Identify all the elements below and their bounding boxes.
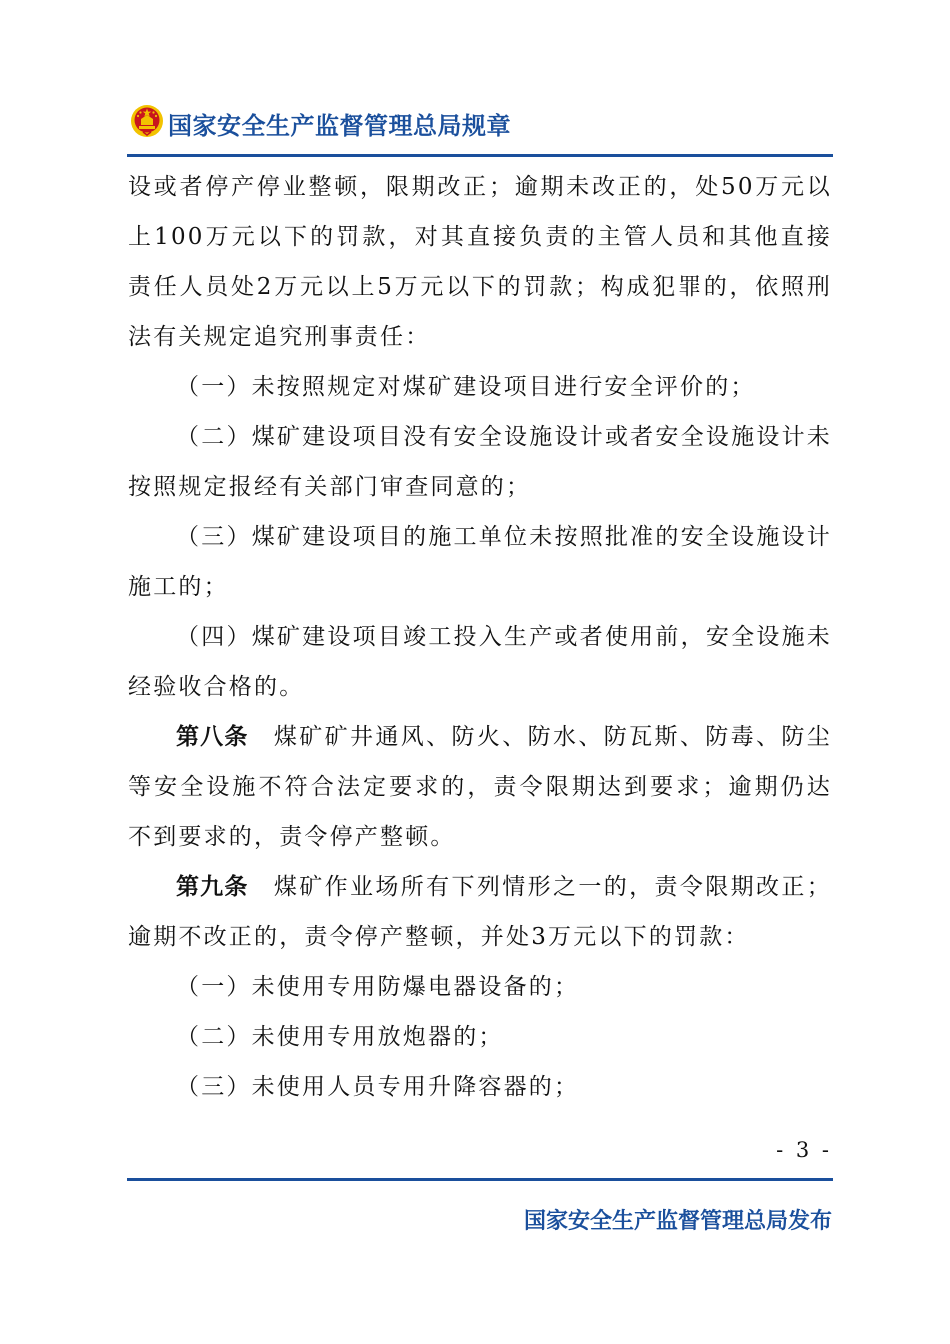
paragraph-text: 煤矿作业场所有下列情形之一的，责令限期改正；逾期不改正的，责令停产整顿，并处3万元以下的罚款： — [128, 874, 832, 950]
header-divider — [127, 154, 833, 157]
paragraph — [128, 1062, 832, 1112]
paragraph-text: （三）煤矿建设项目的施工单位未按照批准的安全设施设计施工的； — [128, 524, 832, 600]
paragraph-text: 设或者停产停业整顿，限期改正；逾期未改正的，处50万元以上100万元以下的罚款，对其直接负责的主管人员和其他直接责任人员处2万元以上5万元以下的罚款；构成犯罪的，依照刑法有关规定追究刑事责任： — [128, 174, 832, 350]
paragraph — [128, 362, 832, 412]
paragraph-text: （二）未使用专用放炮器的； — [176, 1024, 504, 1050]
paragraph — [128, 162, 832, 362]
paragraph-text: （一）未按照规定对煤矿建设项目进行安全评价的； — [176, 374, 756, 400]
article-heading: 第八条 — [176, 724, 249, 750]
footer-divider — [127, 1178, 833, 1181]
page-header — [130, 100, 832, 148]
article-paragraph — [128, 712, 832, 862]
paragraph — [128, 962, 832, 1012]
national-emblem-icon — [130, 104, 164, 138]
paragraph-text: 煤矿矿井通风、防火、防水、防瓦斯、防毒、防尘等安全设施不符合法定要求的，责令限期达到要求；逾期仍达不到要求的，责令停产整顿。 — [128, 724, 832, 850]
footer-publisher: 国家安全生产监督管理总局发布 — [523, 1209, 832, 1234]
paragraph — [128, 1012, 832, 1062]
header-title: 国家安全生产监督管理总局规章 — [168, 112, 511, 140]
article-paragraph — [128, 862, 832, 962]
paragraph-text: （一）未使用专用防爆电器设备的； — [176, 974, 580, 1000]
page-number: - 3 - — [776, 1138, 832, 1162]
document-body — [128, 162, 832, 1112]
paragraph — [128, 512, 832, 612]
paragraph-text: （二）煤矿建设项目没有安全设施设计或者安全设施设计未按照规定报经有关部门审查同意的； — [128, 424, 832, 500]
paragraph-text: （三）未使用人员专用升降容器的； — [176, 1074, 580, 1100]
paragraph-text: （四）煤矿建设项目竣工投入生产或者使用前，安全设施未经验收合格的。 — [128, 624, 832, 700]
article-heading: 第九条 — [176, 874, 249, 900]
paragraph — [128, 412, 832, 512]
paragraph — [128, 612, 832, 712]
